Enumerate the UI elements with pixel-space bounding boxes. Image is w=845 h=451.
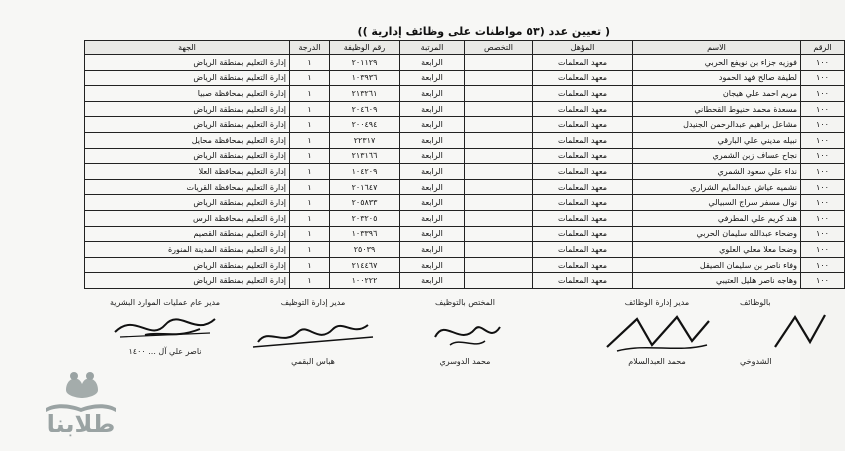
table-cell: ٢٢٣١٧ — [330, 132, 400, 148]
table-cell: الرابعة — [400, 179, 465, 195]
table-cell — [465, 101, 533, 117]
signature-scribble-icon — [248, 307, 378, 357]
watermark-logo-icon — [26, 368, 136, 438]
signature-hiring-specialist — [400, 298, 530, 366]
table-cell: إدارة التعليم بمحافظة الرس — [85, 210, 290, 226]
table-cell: معهد المعلمات — [533, 148, 633, 164]
table-cell: ٢١٣١٦٦ — [330, 148, 400, 164]
table-cell: وهاجه ناصر هليل العتيبي — [633, 273, 801, 289]
table-cell: وضحا معلا معلي العلوي — [633, 242, 801, 258]
table-cell: ٢١٣٢٦١ — [330, 86, 400, 102]
table-cell — [465, 179, 533, 195]
table-cell: الرابعة — [400, 101, 465, 117]
signature-role: مدير إدارة الوظائف — [624, 298, 690, 307]
table-cell: ١٠٠ — [801, 148, 845, 164]
table-cell: الرابعة — [400, 86, 465, 102]
table-cell: ١ — [290, 257, 330, 273]
table-cell: مسعدة محمد حنيوط القحطاني — [633, 101, 801, 117]
table-cell: ١ — [290, 273, 330, 289]
table-cell: معهد المعلمات — [533, 55, 633, 71]
signature-name: هباس البقمي — [291, 357, 335, 366]
appointments-table — [84, 40, 845, 289]
table-row — [85, 195, 845, 211]
table-cell: وفاء ناصر بن سليمان الصيقل — [633, 257, 801, 273]
table-cell — [465, 257, 533, 273]
table-cell: معهد المعلمات — [533, 210, 633, 226]
table-cell: ١٠٠ — [801, 195, 845, 211]
table-cell: ١٠٠ — [801, 242, 845, 258]
table-cell: إدارة التعليم بمنطقة المدينة المنورة — [85, 242, 290, 258]
table-cell: الرابعة — [400, 226, 465, 242]
table-cell — [465, 148, 533, 164]
table-cell: ١٠٠ — [801, 226, 845, 242]
table-cell: معهد المعلمات — [533, 273, 633, 289]
table-cell: معهد المعلمات — [533, 86, 633, 102]
table-cell: إدارة التعليم بمنطقة الرياض — [85, 195, 290, 211]
table-cell: فوزيه جزاء بن نويفع الحربي — [633, 55, 801, 71]
table-cell: ٢١٤٤٦٧ — [330, 257, 400, 273]
table-cell: معهد المعلمات — [533, 164, 633, 180]
table-cell: إدارة التعليم بمنطقة القصيم — [85, 226, 290, 242]
table-cell: الرابعة — [400, 55, 465, 71]
table-cell: مريم احمد علي هيجان — [633, 86, 801, 102]
signature-name: الشدوخي — [740, 357, 772, 366]
table-cell — [465, 273, 533, 289]
table-cell: إدارة التعليم بمنطقة الرياض — [85, 273, 290, 289]
column-header: الجهة — [85, 41, 290, 55]
table-cell: ١٠٠ — [801, 210, 845, 226]
table-row — [85, 101, 845, 117]
table-cell — [465, 210, 533, 226]
column-header: الدرجة — [290, 41, 330, 55]
table-cell: ١٠٣٣٩٦ — [330, 226, 400, 242]
table-cell — [465, 117, 533, 133]
table-row — [85, 148, 845, 164]
table-cell: إدارة التعليم بمنطقة الرياض — [85, 117, 290, 133]
signature-hr-ops — [85, 298, 245, 356]
signature-role: مدير عام عمليات الموارد البشرية — [109, 298, 221, 307]
table-cell: وضحاء عبدالله سليمان الحربي — [633, 226, 801, 242]
column-header: الرقم — [801, 41, 845, 55]
table-cell: ١ — [290, 55, 330, 71]
table-cell: ١ — [290, 101, 330, 117]
table-cell: ١٠٠ — [801, 70, 845, 86]
table-cell: ٢٥٠٣٩ — [330, 242, 400, 258]
table-cell: معهد المعلمات — [533, 257, 633, 273]
table-cell: لطيفة صالح فهد الحمود — [633, 70, 801, 86]
document-title: ( تعيين عدد (٥٣ مواطنات على وظائف إدارية )) — [357, 25, 610, 38]
signature-scribble-icon — [420, 307, 510, 357]
table-row — [85, 55, 845, 71]
table-cell: ١٠٠ — [801, 55, 845, 71]
table-cell: ٢٠٣٢٠٥ — [330, 210, 400, 226]
table-cell: معهد المعلمات — [533, 179, 633, 195]
table-cell: نداء علي سعود الشمري — [633, 164, 801, 180]
table-cell: ١ — [290, 195, 330, 211]
table-cell: الرابعة — [400, 210, 465, 226]
table-row — [85, 86, 845, 102]
signature-scribble-icon — [597, 307, 717, 357]
column-header: المؤهل — [533, 41, 633, 55]
table-cell: هند كريم علي المطرفي — [633, 210, 801, 226]
table-cell — [465, 55, 533, 71]
table-row — [85, 273, 845, 289]
table-row — [85, 226, 845, 242]
table-cell: الرابعة — [400, 148, 465, 164]
table-cell: معهد المعلمات — [533, 226, 633, 242]
table-cell: معهد المعلمات — [533, 117, 633, 133]
table-cell: الرابعة — [400, 242, 465, 258]
table-cell: الرابعة — [400, 70, 465, 86]
table-cell: ١٠٠ — [801, 117, 845, 133]
table-cell: الرابعة — [400, 257, 465, 273]
table-cell: ١٠٠ — [801, 257, 845, 273]
table-cell: معهد المعلمات — [533, 242, 633, 258]
table-cell: ١ — [290, 210, 330, 226]
table-cell — [465, 132, 533, 148]
column-header: التخصص — [465, 41, 533, 55]
table-cell: ١٠٠ — [801, 273, 845, 289]
table-cell: ١ — [290, 179, 330, 195]
table-cell: معهد المعلمات — [533, 132, 633, 148]
column-header: رقم الوظيفة — [330, 41, 400, 55]
table-cell: ١ — [290, 226, 330, 242]
table-cell: الرابعة — [400, 195, 465, 211]
table-cell: الرابعة — [400, 273, 465, 289]
table-cell — [465, 70, 533, 86]
signature-scribble-icon — [105, 307, 225, 347]
table-cell: ١ — [290, 86, 330, 102]
signature-hiring-director — [238, 298, 388, 366]
table-cell: نشميه عياش عبدالمايم الشراري — [633, 179, 801, 195]
table-row — [85, 242, 845, 258]
table-body — [85, 55, 845, 289]
signature-jobs-director — [582, 298, 732, 366]
table-cell: إدارة التعليم بمنطقة الرياض — [85, 148, 290, 164]
table-row — [85, 132, 845, 148]
table-cell: ١ — [290, 242, 330, 258]
signature-name: محمد الدوسري — [439, 357, 491, 366]
table-cell: الرابعة — [400, 117, 465, 133]
signature-name: ناصر علي آل ... ١٤٠٠ — [128, 347, 202, 356]
appointments-table-wrap — [84, 40, 832, 286]
table-cell: ١٠٤٢٠٩ — [330, 164, 400, 180]
table-cell: ٢٠٠٤٩٤ — [330, 117, 400, 133]
table-cell: ٢٠١١٢٩ — [330, 55, 400, 71]
signature-role: المختص بالتوظيف — [435, 298, 495, 307]
table-cell: إدارة التعليم بمنطقة الرياض — [85, 257, 290, 273]
table-cell — [465, 242, 533, 258]
table-cell: إدارة التعليم بمحافظة صبيا — [85, 86, 290, 102]
table-cell: إدارة التعليم بمنطقة الرياض — [85, 70, 290, 86]
table-cell — [465, 164, 533, 180]
table-cell: ١٠٠ — [801, 179, 845, 195]
signature-jobs — [740, 298, 830, 366]
table-row — [85, 179, 845, 195]
signature-role: مدير إدارة التوظيف — [280, 298, 346, 307]
table-cell: إدارة التعليم بمنطقة الرياض — [85, 55, 290, 71]
signature-role: بالوظائف — [740, 298, 771, 307]
watermark-text: طلابنا — [46, 410, 116, 438]
table-cell: إدارة التعليم بمحافظة العلا — [85, 164, 290, 180]
table-cell: نوال مسفر سراج السبيالي — [633, 195, 801, 211]
table-cell: ٢٠٤٦٠٩ — [330, 101, 400, 117]
table-row — [85, 117, 845, 133]
table-row — [85, 70, 845, 86]
table-cell: ٢٠٥٨٣٣ — [330, 195, 400, 211]
table-cell: ١ — [290, 164, 330, 180]
table-cell: ١ — [290, 117, 330, 133]
table-cell: الرابعة — [400, 132, 465, 148]
table-cell — [465, 86, 533, 102]
table-cell: ١٠٠ — [801, 164, 845, 180]
column-header: الاسم — [633, 41, 801, 55]
table-cell: مشاعل براهيم عبدالرحمن الجنيدل — [633, 117, 801, 133]
table-cell — [465, 226, 533, 242]
table-cell: إدارة التعليم بمحافظة القريات — [85, 179, 290, 195]
table-cell: نبيله مديني علي البارقي — [633, 132, 801, 148]
table-cell: ٢٠١٦٤٧ — [330, 179, 400, 195]
table-cell: إدارة التعليم بمنطقة الرياض — [85, 101, 290, 117]
table-cell: ١٠٣٩٣٦ — [330, 70, 400, 86]
column-header: المرتبة — [400, 41, 465, 55]
table-cell: نجاح عساف زبن الشمري — [633, 148, 801, 164]
table-cell: ١٠٠ — [801, 101, 845, 117]
table-cell: معهد المعلمات — [533, 101, 633, 117]
table-cell: ١ — [290, 132, 330, 148]
table-row — [85, 257, 845, 273]
table-cell: معهد المعلمات — [533, 195, 633, 211]
table-cell: إدارة التعليم بمحافظة محايل — [85, 132, 290, 148]
table-cell: الرابعة — [400, 164, 465, 180]
table-row — [85, 164, 845, 180]
table-header-row — [85, 41, 845, 55]
table-cell: معهد المعلمات — [533, 70, 633, 86]
table-cell: ١٠٠ — [801, 132, 845, 148]
signature-scribble-icon — [770, 307, 830, 357]
table-row — [85, 210, 845, 226]
table-cell — [465, 195, 533, 211]
table-cell: ١ — [290, 148, 330, 164]
signature-name: محمد العبدالسلام — [628, 357, 686, 366]
table-cell: ١٠٠ — [801, 86, 845, 102]
table-cell: ١٠٠٢٢٢ — [330, 273, 400, 289]
table-cell: ١ — [290, 70, 330, 86]
